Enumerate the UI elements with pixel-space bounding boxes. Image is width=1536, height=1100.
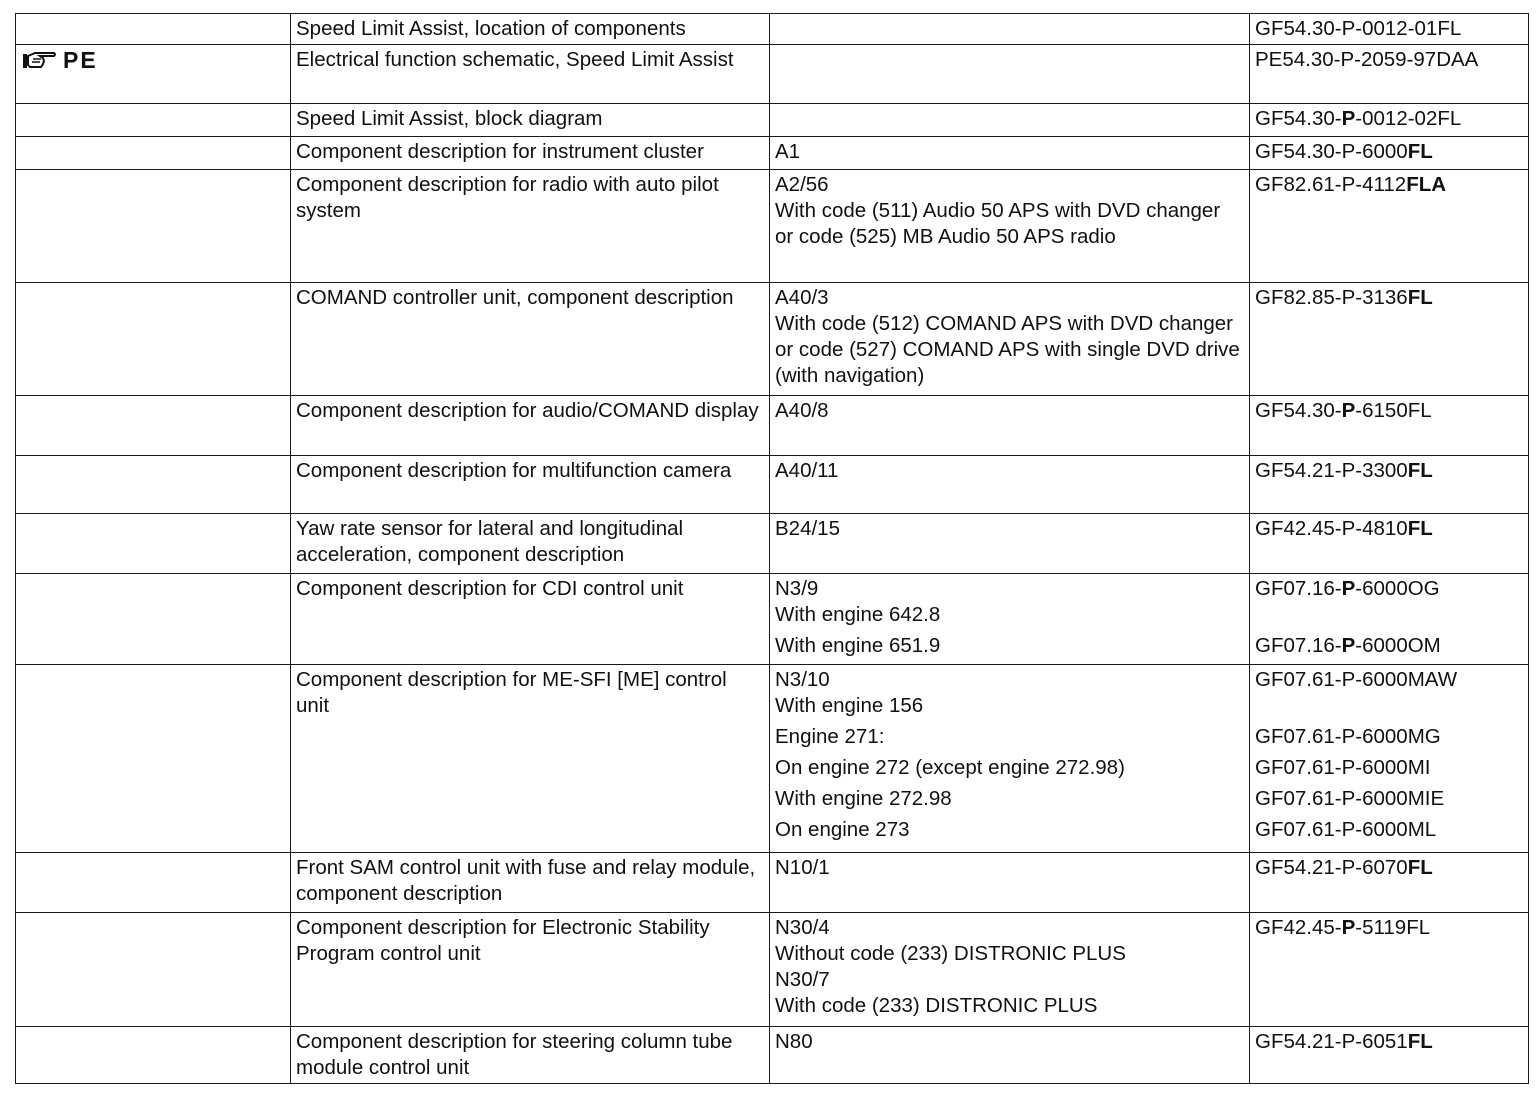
description-cell: Component description for instrument cluster <box>291 137 770 170</box>
document-code[interactable]: GF82.85-P-3136FL <box>1255 286 1433 309</box>
description-cell: Component description for audio/COMAND display <box>291 396 770 456</box>
table-row <box>16 283 1529 396</box>
component-cell: A40/11 <box>770 456 1250 514</box>
document-cell <box>1250 574 1529 665</box>
document-table <box>15 13 1529 1084</box>
document-cell <box>1250 456 1529 514</box>
document-code[interactable]: GF54.30-P-0012-02FL <box>1255 107 1462 130</box>
component-cell: B24/15 <box>770 514 1250 574</box>
document-code[interactable]: GF42.45-P-5119FL <box>1255 916 1431 939</box>
table-row <box>16 170 1529 283</box>
marker-cell <box>16 574 291 665</box>
table-row <box>16 574 1529 665</box>
document-cell <box>1250 137 1529 170</box>
description-cell: Component description for ME-SFI [ME] control unit <box>291 665 770 853</box>
document-code[interactable]: GF07.61-P-6000MG <box>1255 725 1441 748</box>
pe-marker: PE <box>21 47 285 73</box>
table-row <box>16 913 1529 1027</box>
description-cell: Component description for radio with auto pilot system <box>291 170 770 283</box>
table-row <box>16 853 1529 913</box>
description-cell: COMAND controller unit, component description <box>291 283 770 396</box>
document-code[interactable]: GF54.30-P-6000FL <box>1255 140 1433 163</box>
table-row <box>16 514 1529 574</box>
marker-cell <box>16 283 291 396</box>
document-code[interactable]: GF07.16-P-6000OG <box>1255 577 1440 600</box>
component-cell <box>770 14 1250 45</box>
component-cell <box>770 45 1250 104</box>
document-cell <box>1250 283 1529 396</box>
document-cell <box>1250 14 1529 45</box>
table-row <box>16 665 1529 853</box>
table-row <box>16 396 1529 456</box>
document-cell <box>1250 913 1529 1027</box>
description-cell: Speed Limit Assist, block diagram <box>291 104 770 137</box>
component-cell: N3/10 With engine 156 Engine 271: On engine 272 (except engine 272.98) With engine 272.98 On engine 273 <box>770 665 1250 853</box>
marker-cell <box>16 853 291 913</box>
component-cell: A1 <box>770 137 1250 170</box>
marker-cell <box>16 45 291 104</box>
component-cell <box>770 104 1250 137</box>
table-row <box>16 104 1529 137</box>
document-cell <box>1250 514 1529 574</box>
component-cell: A40/8 <box>770 396 1250 456</box>
document-cell <box>1250 45 1529 104</box>
document-code[interactable]: GF54.21-P-6051FL <box>1255 1030 1433 1053</box>
marker-cell <box>16 1027 291 1084</box>
document-code[interactable]: GF54.30-P-0012-01FL <box>1255 17 1462 40</box>
description-cell: Component description for steering column tube module control unit <box>291 1027 770 1084</box>
document-code[interactable]: GF07.61-P-6000ML <box>1255 818 1437 841</box>
component-cell: N30/4 Without code (233) DISTRONIC PLUS N30/7 With code (233) DISTRONIC PLUS <box>770 913 1250 1027</box>
marker-cell <box>16 104 291 137</box>
document-code[interactable]: GF54.21-P-6070FL <box>1255 856 1433 879</box>
table-row <box>16 45 1529 104</box>
document-code[interactable]: GF82.61-P-4112FLA <box>1255 173 1447 196</box>
description-cell: Component description for multifunction camera <box>291 456 770 514</box>
marker-cell <box>16 137 291 170</box>
description-cell: Component description for Electronic Stability Program control unit <box>291 913 770 1027</box>
marker-cell <box>16 514 291 574</box>
document-code[interactable]: GF07.61-P-6000MI <box>1255 756 1431 779</box>
description-cell: Yaw rate sensor for lateral and longitudinal acceleration, component description <box>291 514 770 574</box>
component-cell: A40/3 With code (512) COMAND APS with DVD changer or code (527) COMAND APS with single DVD drive (with navigation) <box>770 283 1250 396</box>
document-cell <box>1250 1027 1529 1084</box>
document-code[interactable]: GF07.61-P-6000MAW <box>1255 668 1458 691</box>
marker-cell <box>16 170 291 283</box>
marker-cell <box>16 913 291 1027</box>
marker-cell <box>16 14 291 45</box>
table-row <box>16 456 1529 514</box>
document-cell <box>1250 170 1529 283</box>
document-code[interactable]: GF07.16-P-6000OM <box>1255 634 1441 657</box>
document-code[interactable]: PE54.30-P-2059-97DAA <box>1255 48 1479 71</box>
description-cell: Component description for CDI control unit <box>291 574 770 665</box>
document-code[interactable]: GF54.21-P-3300FL <box>1255 459 1433 482</box>
document-code[interactable]: GF07.61-P-6000MIE <box>1255 787 1445 810</box>
component-cell: N10/1 <box>770 853 1250 913</box>
component-cell: N3/9 With engine 642.8 With engine 651.9 <box>770 574 1250 665</box>
document-cell <box>1250 665 1529 853</box>
description-cell: Speed Limit Assist, location of components <box>291 14 770 45</box>
component-cell: N80 <box>770 1027 1250 1084</box>
document-cell <box>1250 396 1529 456</box>
marker-cell <box>16 665 291 853</box>
document-code[interactable]: GF42.45-P-4810FL <box>1255 517 1433 540</box>
description-cell: Electrical function schematic, Speed Limit Assist <box>291 45 770 104</box>
document-code[interactable]: GF54.30-P-6150FL <box>1255 399 1432 422</box>
component-cell: A2/56 With code (511) Audio 50 APS with DVD changer or code (525) MB Audio 50 APS radio <box>770 170 1250 283</box>
marker-cell <box>16 456 291 514</box>
table-row <box>16 14 1529 45</box>
document-cell <box>1250 104 1529 137</box>
table-row <box>16 1027 1529 1084</box>
marker-cell <box>16 396 291 456</box>
pointing-hand-icon <box>21 49 57 71</box>
document-cell <box>1250 853 1529 913</box>
description-cell: Front SAM control unit with fuse and relay module, component description <box>291 853 770 913</box>
table-row <box>16 137 1529 170</box>
